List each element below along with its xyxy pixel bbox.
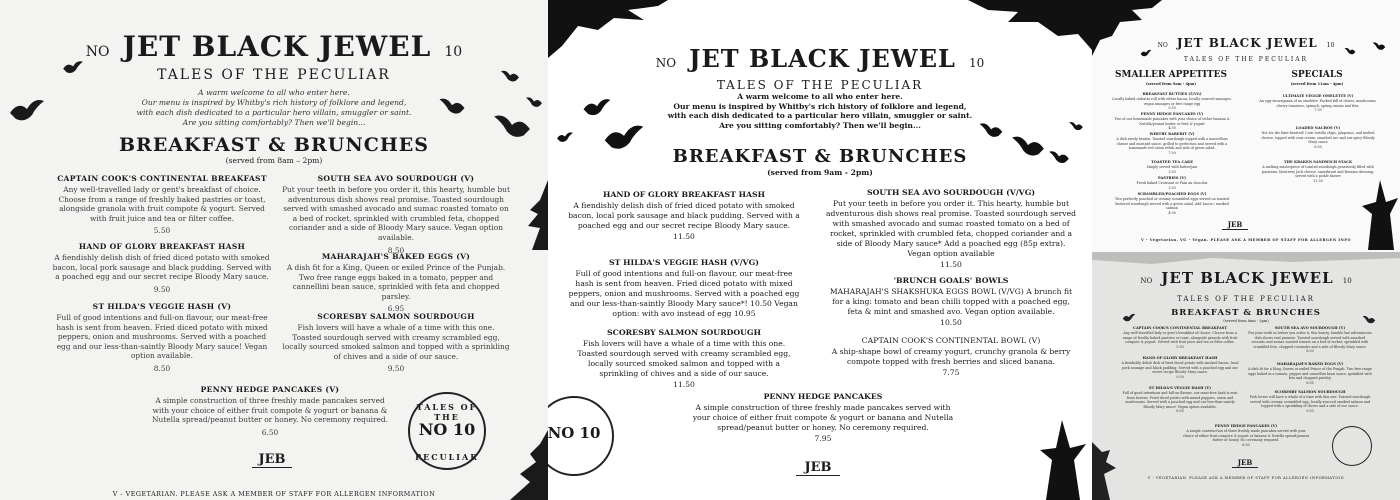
seal-emblem-icon [1332,426,1372,466]
menu-item: HAND OF GLORY BREAKFAST HASH A fiendishly delish dish of fried diced potato with smoked bacon, local pork sausage and black pudding. Served with a poached egg and our secret recipe Bloody Mary sauce. 11.50 [568,190,800,241]
bird-icon [556,130,574,144]
column-title: SMALLER APPETITES [1115,70,1227,80]
menu-item: PASTRIES (V) Fresh baked Croissant or Pain au chocolat 3.50 [1136,176,1208,190]
tree-branch-icon [510,180,548,250]
menu-item: SCRAMBLED/POACHED EGGS (V) Two perfectly poached or creamy scrambled eggs served on toasted buttered sourdough served with a green salad. Add bacon / smoked salmon 4.90 [1114,192,1230,215]
section-served: (served from 8am – 2pm) [225,156,323,165]
brand-logo: NO JET BLACK JEWEL 10 [655,44,985,73]
brand-no-left: NO [85,44,110,60]
menu-item: ST HILDA'S VEGGIE HASH (V) Full of good intentions and full-on flavour, our meat-free hash is sent from heaven. Fried diced potato with mixed peppers, onion and mushrooms. Served with a poached egg and our less-than-saintly Bloody Mary sauce! Vegan option available. 8.50 [1122,386,1238,413]
menu-item: 'BRUNCH GOALS' BOWLS MAHARAJAH'S SHAKSHUKA EGGS BOWL (V/VG) A brunch fit for a king: tomato and bean chilli topped with a poached egg, feta & mint and smashed avo. Vegan option available. 10.50 [829,276,1073,327]
jeb-monogram-icon: JEB [796,460,840,476]
brand-logo: NO JET BLACK JEWEL 10 [1157,36,1335,50]
menu-item: HAND OF GLORY BREAKFAST HASH A fiendishly delish dish of fried diced potato with smoked bacon, local pork sausage and black pudding. Served with a poached egg and our secret recipe Bloody Mary sauce. 9.50 [52,242,272,294]
seal-emblem-icon: TALES OF THE NO 10 PECULIAR [408,392,486,470]
brand-logo: NO JET BLACK JEWEL 10 [1140,269,1352,287]
menu-item: PENNY HEDGE PANCAKES A simple construction of three freshly made pancakes served with your choice of either fruit compote & yogurt or banana and Nutella spread/peanut butter or honey. No ceremony required. 7.95 [692,392,954,443]
menu-item: ST HILDA'S VEGGIE HASH (V/VG) Full of good intentions and full-on flavour, our meat-free hash is sent from heaven. Fried diced potato with mixed peppers, onion and mushrooms. Served with a poached egg and our less-than-saintly Bloody Mary sauce*! 10.50 Vegan option: with avo instead of egg 10.95 [568,258,800,318]
menu-photo-2 [548,0,1092,500]
menu-photo-3 [1092,0,1400,252]
footer-note: V - Vegetarian. VG - Vegan. PLEASE ASK A MEMBER OF STAFF FOR ALLERGEN INFO [1140,238,1352,242]
section-title: BREAKFAST & BRUNCHES [118,134,429,156]
menu-photo-1 [0,0,548,500]
menu-item: CAPTAIN COOK'S CONTINENTAL BREAKFAST Any well-travelled lady or gent's breakfast of choice. Choose from a range of freshly baked pastries or toast, alongside granola with fruit compote & yogurt. Served with fruit juice and tea or filter coffee. 5.50 [57,174,267,236]
brand-tagline: TALES OF THE PECULIAR [1183,56,1309,63]
column-served: (served from 9am - 4pm) [1145,82,1197,86]
footer-note: V - VEGETARIAN. PLEASE ASK A MEMBER OF STAFF FOR ALLERGEN INFORMATION [112,490,436,498]
menu-photo-4 [1092,252,1400,500]
brand-logo [0,30,548,63]
brand-name: JET BLACK JEWEL [122,30,432,63]
menu-item: THE KRAKEN SANDWICH STACK A melting masterpiece of toasted sourdough generously filled with pastrami, Monterey Jack cheese, sauerkraut and Russian dressing, served with a pickle shaver 11.50 [1261,160,1375,183]
brand-no-right: 10 [444,44,463,60]
intro-text: A warm welcome to all who enter here. Our menu is inspired by Whitby's rich history of folklore and legend, with each dish dedicated to a particular hero villain, smuggler or saint. Are you sitting comfortably? Then we'll begin... [667,92,973,130]
jeb-monogram-icon: JEB [1222,220,1248,230]
menu-item: PENNY HEDGE PANCAKES (V) Two of our homemade pancakes with your choice of either banana & Nutella/peanut butter or fruit & yogurt 4.50 [1114,112,1230,130]
section-served: (served from 9am - 2pm) [767,168,873,177]
menu-item: TOASTED TEA CAKE Simply served with butter/jam 3.50 [1146,160,1198,174]
menu-item: MAHARAJAH'S BAKED EGGS (V) A dish fit for a King, Queen or exiled Prince of the Punjab. Two free range eggs baked in a tomato, pepper and cannellini bean sauce, sprinkled with feta and chopped parsley. 6.95 [1248,362,1372,385]
jeb-monogram-icon: JEB [1232,458,1258,468]
menu-item: CAPTAIN COOK'S CONTINENTAL BREAKFAST Any well-travelled lady or gent's breakfast of choice. Choose from a range of freshly baked pastries or toast, alongside granola with fruit compote & yogurt. Served with fruit juice and tea or filter coffee. 5.50 [1122,326,1238,349]
menu-item: CAPTAIN COOK'S CONTINENTAL BOWL (V) A ship-shape bowl of creamy yogurt, crunchy granola & berry compote topped with fresh berries and sliced banana. 7.75 [831,336,1071,377]
menu-item: LOADED NACHOS (V) Not for the faint-hearted! Corn tortilla chips, jalapenos, and melted cheese, topped with sour cream, smashed avo and our spicy Bloody Mary sauce 6.50 [1261,126,1375,149]
brand-tagline: TALES OF THE PECULIAR [1177,295,1315,303]
menu-item: SOUTH SEA AVO SOURDOUGH (V/VG) Put your teeth in before you order it. This hearty, humble but adventurous dish shows real promise. Toasted sourdough served with smashed avocado and sumac roasted tomato on a bed of rocket, sprinkled with crumbled feta, chopped coriander and a side of Bloody Mary sauce* Add a poached egg (85p extra). Vegan option available 11.50 [826,188,1076,269]
menu-item: BREAKFAST BUTTIES (5/VG) Locally baked ciabatta roll with either bacon, locally sourced sausages, vegan sausages or free range egg 5.50 [1112,92,1232,110]
jeb-monogram-icon: JEB [252,452,292,468]
menu-item: SCORESBY SALMON SOURDOUGH Fish lovers will have a whale of a time with this one. Toasted sourdough served with creamy scrambled egg, locally sourced smoked salmon and topped with a sprinkling of chives and a side of our sauce. 9.50 [1249,390,1371,413]
brand-tagline: TALES OF THE PECULIAR [157,67,391,83]
seal-emblem-icon: NO 10 [548,396,614,476]
section-served: (served from 8am - 2pm) [1223,319,1269,323]
menu-item: SCORESBY SALMON SOURDOUGH Fish lovers will have a whale of a time with this one. Toasted sourdough served with creamy scrambled egg, locally sourced smoked salmon and topped with a sprinkling of chives and a side of our sauce. 11.50 [577,328,791,389]
menu-item: ULTIMATE VEGGIE OMELETTE (V) An egg-stravaganza of an omelette. Packed full of chives, mushrooms, cherry tomatoes, spinach, spring onions and feta. 7.50 [1259,94,1377,112]
menu-item: SCORESBY SALMON SOURDOUGH Fish lovers will have a whale of a time with this one. Toasted sourdough served with creamy scrambled egg, locally sourced smoked salmon and topped with a sprinkling of chives and a side of our sauce. 9.50 [282,312,510,374]
brand-tagline: TALES OF THE PECULIAR [716,78,924,92]
menu-item: MAHARAJAH'S BAKED EGGS (V) A dish fit for a King, Queen or exiled Prince of the Punjab. Two free range eggs baked in a tomato, pepper and cannellini bean sauce, sprinkled with feta and chopped parsley. 6.95 [286,252,506,314]
column-served: (served from 11am - 4pm) [1290,82,1344,86]
section-title: BREAKFAST & BRUNCHES [1171,308,1321,318]
column-title: SPECIALS [1291,70,1343,80]
menu-item: ST HILDA'S VEGGIE HASH (V) Full of good intentions and full-on flavour, our meat-free hash is sent from heaven. Fried diced potato with mixed peppers, onion and mushrooms. Served with a poached egg and our less-than-saintly Bloody Mary sauce! Vegan option available. 8.50 [56,302,268,373]
section-title: BREAKFAST & BRUNCHES [672,146,968,167]
intro-text: A warm welcome to all who enter here. Our menu is inspired by Whitby's rich history of folklore and legend, with each dish dedicated to a particular hero villain, smuggler or saint. Are you sitting comfortably? Then we'll begin... [136,88,412,127]
menu-item: PENNY HEDGE PANCAKES (V) A simple construction of three freshly made pancakes served with your choice of either fruit compote & yogurt or banana & Nutella spread/peanut butter or honey. No ceremony required. 6.50 [1182,424,1310,447]
menu-item: PENNY HEDGE PANCAKES (V) A simple construction of three freshly made pancakes served with your choice of either fruit compote & yogurt or banana & Nutella spread/peanut butter or honey. No ceremony required. 6.50 [152,385,388,437]
menu-item: SOUTH SEA AVO SOURDOUGH (V) Put your teeth in before you order it, this hearty, humble but adventurous dish shows real promise. Toasted sourdough served with smashed avocado and sumac roasted tomato on a bed of rocket, sprinkled with crumbled feta, chopped coriander and a side of Bloody Mary sauce. Vegan option available. 8.50 [282,174,510,255]
menu-item: WHITBY RAREBIT (V) A dish rarely beaten. Toasted sourdough topped with a marvellous cheese and mustard sauce, grilled to perfection and served with a homemade red onion relish and side of green salad. 7.50 [1116,132,1228,155]
footer-note: V - VEGETARIAN. PLEASE ASK A MEMBER OF STAFF FOR ALLERGEN INFORMATION [1147,476,1345,480]
menu-item: HAND OF GLORY BREAKFAST HASH A fiendishly delish dish of fried diced potato with smoked bacon, local pork sausage and black pudding. Served with a poached egg and our secret recipe Bloody Mary sauce. 9.50 [1121,356,1239,379]
tree-stump-icon [1026,420,1092,500]
tree-stump-icon [1092,442,1122,500]
menu-item: SOUTH SEA AVO SOURDOUGH (V) Put your teeth in before you order it, this hearty, humble but adventurous dish shows real promise. Toasted sourdough served with smashed avocado and sumac roasted tomato on a bed of rocket, sprinkled with crumbled feta, chopped coriander and a side of Bloody Mary sauce. 8.50 [1248,326,1372,353]
